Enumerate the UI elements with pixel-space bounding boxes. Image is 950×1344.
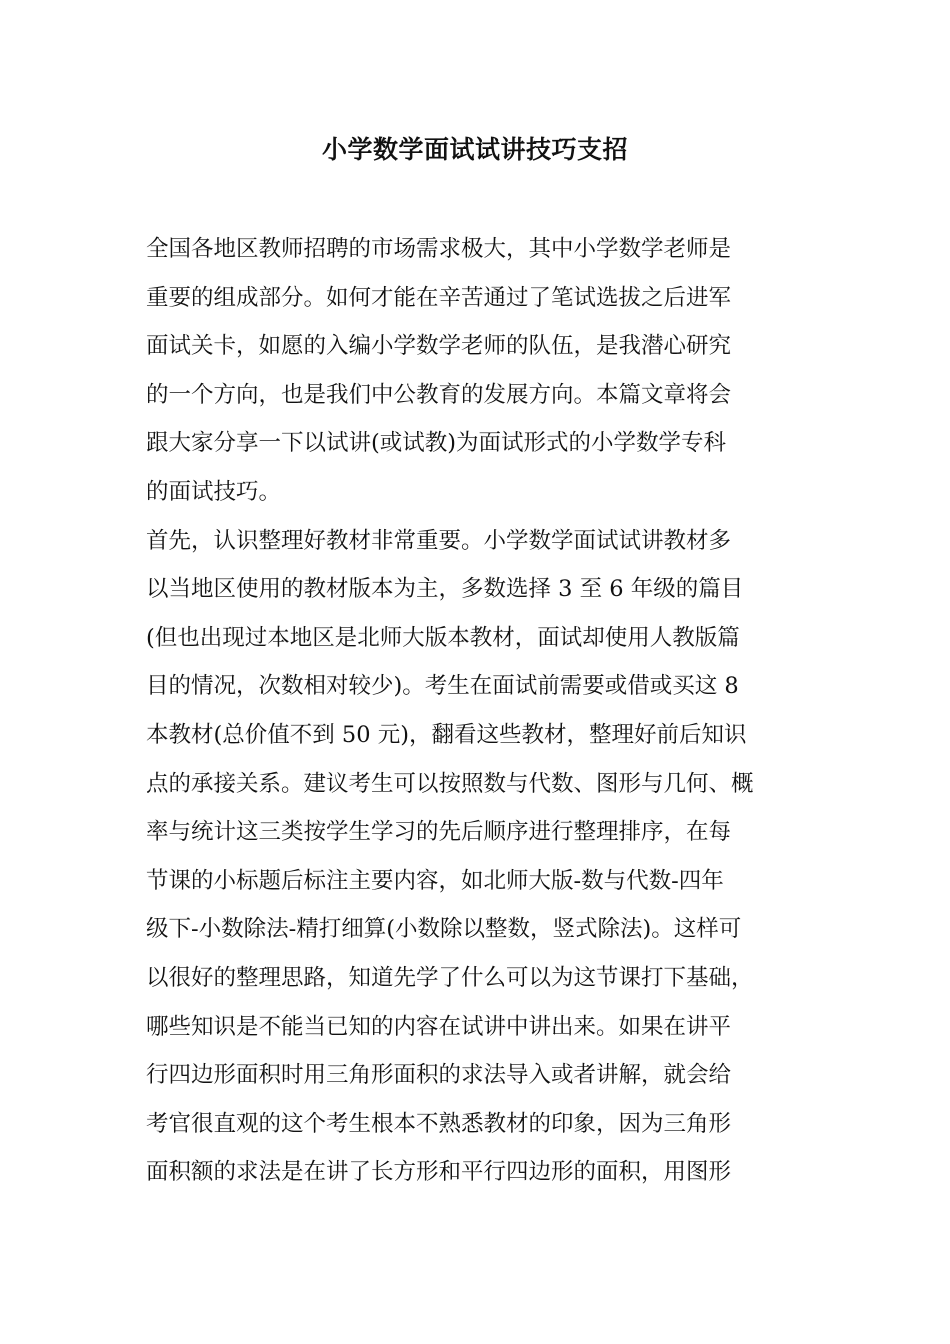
- text-line: 面试关卡，如愿的入编小学数学老师的队伍，是我潜心研究: [146, 333, 732, 360]
- text-line: 全国各地区教师招聘的市场需求极大，其中小学数学老师是: [146, 236, 732, 262]
- text-line: 以当地区使用的教材版本为主，多数选择 3 至 6 年级的篇目: [146, 576, 744, 603]
- text-line: 的一个方向，也是我们中公教育的发展方向。本篇文章将会: [146, 381, 732, 408]
- paragraph-1: [146, 225, 810, 517]
- text-line: 面积额的求法是在讲了长方形和平行四边形的面积，用图形: [146, 1159, 732, 1186]
- text-line: 级下-小数除法-精打细算(小数除以整数，竖式除法)。这样可: [146, 916, 742, 943]
- text-line: 目的情况，次数相对较少)。考生在面试前需要或借或买这 8: [146, 673, 739, 700]
- text-line: 点的承接关系。建议考生可以按照数与代数、图形与几何、概: [146, 770, 754, 797]
- document-title: 小学数学面试试讲技巧支招: [321, 135, 628, 164]
- text-line: 以很好的整理思路，知道先学了什么可以为这节课打下基础，: [146, 964, 754, 991]
- text-line: 率与统计这三类按学生学习的先后顺序进行整理排序，在每: [146, 819, 732, 846]
- text-line: 节课的小标题后标注主要内容，如北师大版-数与代数-四年: [146, 867, 724, 894]
- text-line: 本教材(总价值不到 50 元)，翻看这些教材，整理好前后知识: [146, 721, 747, 748]
- text-line: (但也出现过本地区是北师大版本教材，面试却使用人教版篇: [146, 624, 740, 651]
- text-line: 哪些知识是不能当已知的内容在试讲中讲出来。如果在讲平: [146, 1013, 732, 1040]
- paragraph-2: [146, 517, 810, 1197]
- text-line: 的面试技巧。: [146, 478, 282, 505]
- text-line: 重要的组成部分。如何才能在辛苦通过了笔试选拔之后进军: [146, 284, 732, 311]
- text-line: 跟大家分享一下以试讲(或试教)为面试形式的小学数学专科: [146, 430, 727, 457]
- text-line: 首先，认识整理好教材非常重要。小学数学面试试讲教材多: [146, 527, 732, 554]
- document-body: [146, 225, 810, 1197]
- text-line: 行四边形面积时用三角形面积的求法导入或者讲解，就会给: [146, 1062, 732, 1089]
- text-line: 考官很直观的这个考生根本不熟悉教材的印象，因为三角形: [146, 1110, 732, 1137]
